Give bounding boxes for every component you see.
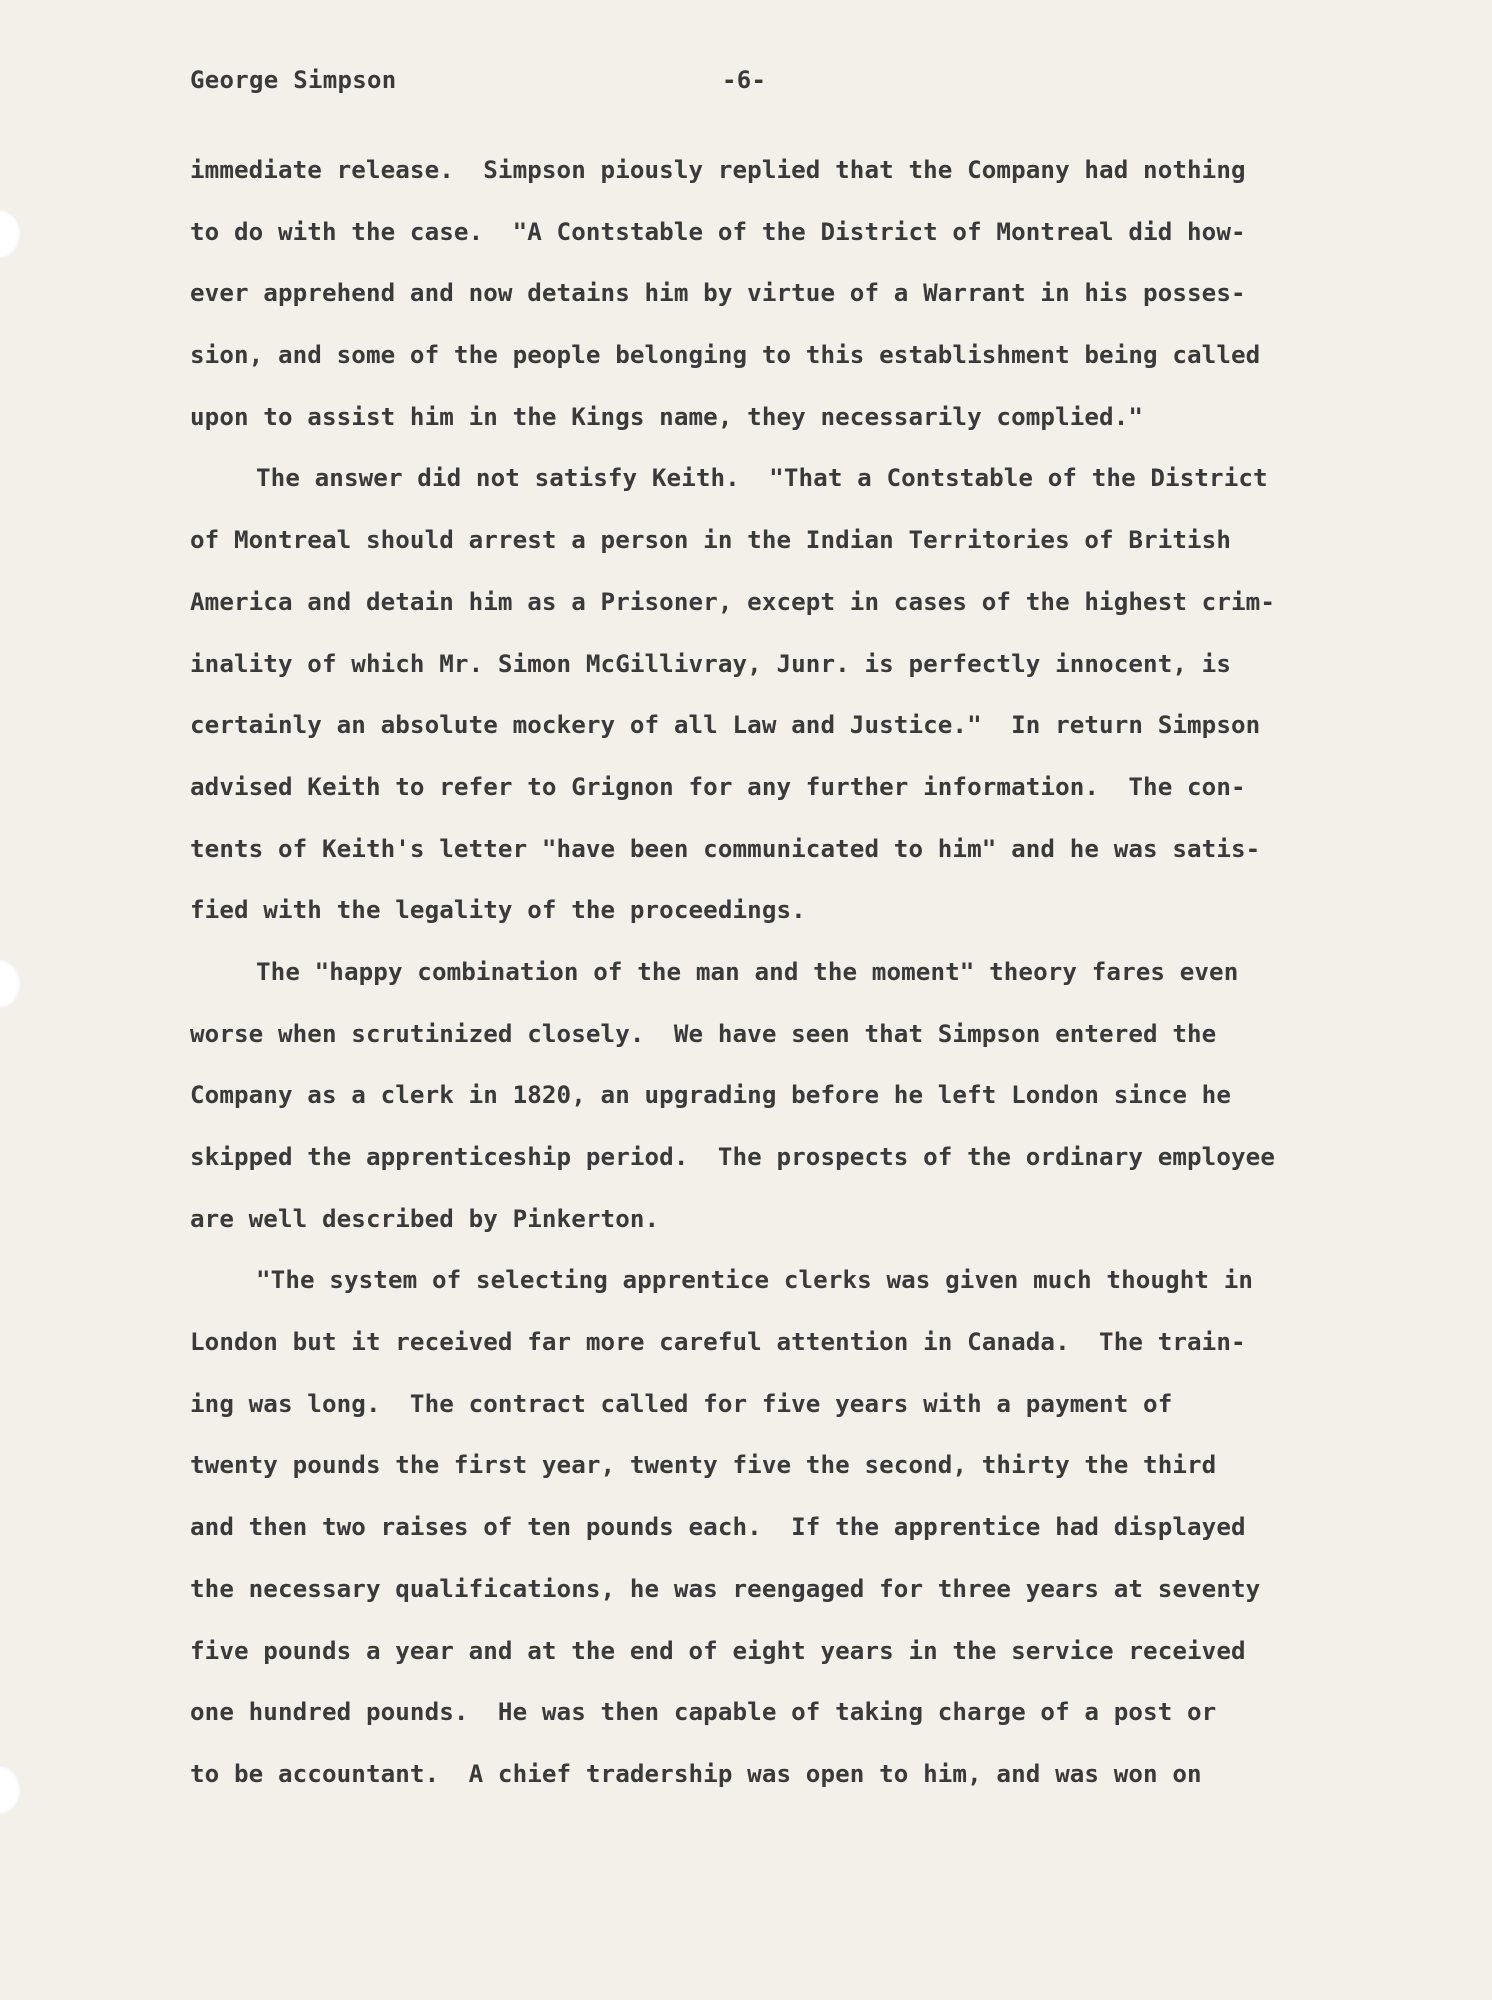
text-line: certainly an absolute mockery of all Law and Justice." In return Simpson [190,711,1261,740]
text-line: ing was long. The contract called for five years with a payment of [190,1389,1173,1418]
text-line: inality of which Mr. Simon McGillivray, Junr. is perfectly innocent, is [190,649,1232,678]
text-line: The "happy combination of the man and the moment" theory fares even [256,957,1239,986]
text-line: tents of Keith's letter "have been communicated to him" and he was satis- [190,834,1261,863]
text-line: the necessary qualifications, he was reengaged for three years at seventy [190,1574,1261,1603]
text-line: to do with the case. "A Contstable of the District of Montreal did how- [190,217,1246,246]
text-line: twenty pounds the first year, twenty five the second, thirty the third [190,1451,1217,1480]
punch-hole [0,960,22,1008]
text-line: America and detain him as a Prisoner, except in cases of the highest crim- [190,587,1275,616]
text-line: upon to assist him in the Kings name, they necessarily complied." [190,402,1144,431]
text-line: skipped the apprenticeship period. The prospects of the ordinary employee [190,1143,1275,1171]
punch-hole [0,210,22,258]
text-line: five pounds a year and at the end of eight years in the service received [190,1636,1246,1665]
text-line: London but it received far more careful attention in Canada. The train- [190,1328,1246,1357]
text-line: immediate release. Simpson piously replied that the Company had nothing [190,156,1246,184]
text-line: one hundred pounds. He was then capable of taking charge of a post or [190,1698,1217,1727]
page-header [190,66,1310,100]
text-line: ever apprehend and now detains him by virtue of a Warrant in his posses- [190,279,1246,308]
text-line: to be accountant. A chief tradership was open to him, and was won on [190,1759,1202,1788]
text-line: fied with the legality of the proceedings. [190,896,806,925]
body-text [190,158,1330,1824]
text-line: The answer did not satisfy Keith. "That a Contstable of the District [256,464,1268,493]
text-line: Company as a clerk in 1820, an upgrading before he left London since he [190,1081,1232,1110]
header-author: George Simpson [190,66,397,94]
page-number: -6- [722,66,767,94]
text-line: and then two raises of ten pounds each. If the apprentice had displayed [190,1513,1246,1542]
text-line: advised Keith to refer to Grignon for any further information. The con- [190,772,1246,801]
text-line: are well described by Pinkerton. [190,1204,660,1233]
text-line: worse when scrutinized closely. We have seen that Simpson entered the [190,1019,1217,1048]
text-line: sion, and some of the people belonging to this establishment being called [190,341,1261,370]
punch-hole [0,1766,22,1814]
text-line: of Montreal should arrest a person in the Indian Territories of British [190,526,1232,555]
text-line: "The system of selecting apprentice clerks was given much thought in [256,1266,1254,1295]
